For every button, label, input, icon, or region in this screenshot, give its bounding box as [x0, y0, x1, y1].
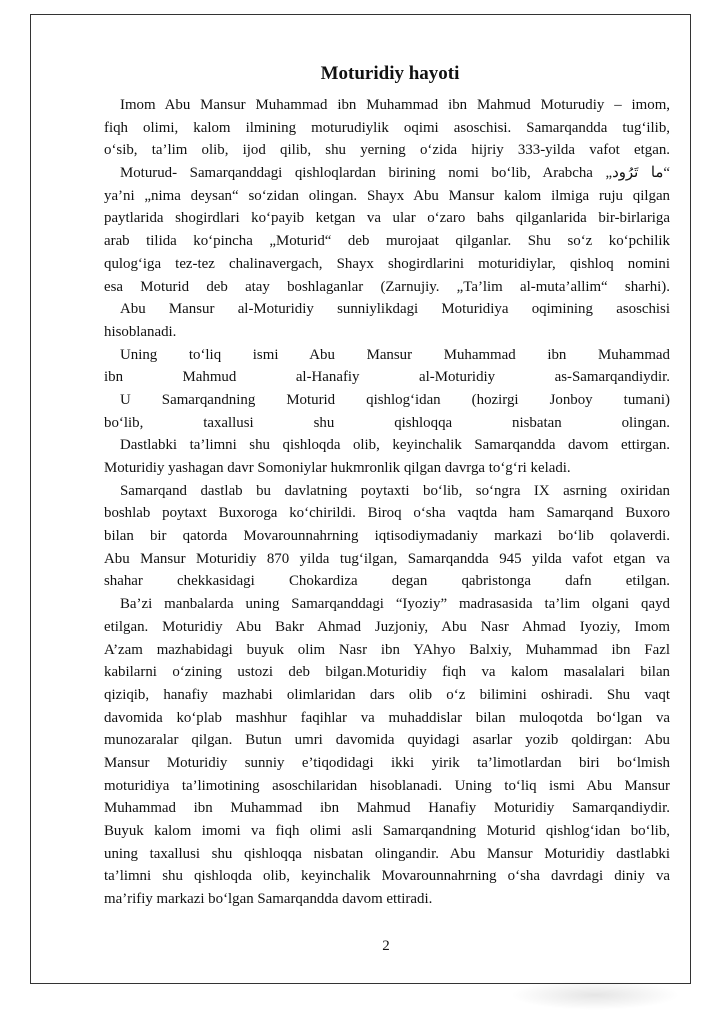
- text-line: Moturidiy yashagan davr Somoniylar hukmronlik qilgan davrga to‘g‘ri keladi.: [104, 460, 571, 476]
- text-line: boshlab poytaxt Buxoroga ko‘chirildi. Biroq o‘sha vaqtda ham Samarqand Buxoro: [104, 505, 670, 522]
- text-line: Muhammad ibn Muhammad ibn Mahmud Hanafiy Moturidiy Samarqandiydir.: [104, 800, 670, 817]
- text-line: Abu Mansur al-Moturidiy sunniylikdagi Moturidiya oqimining asoschisi: [120, 301, 670, 318]
- text-line: moturidiya ta’limotining asoschilaridan hisoblanadi. Uning to‘liq ismi Abu Mansur: [104, 777, 670, 794]
- text-line: Abu Mansur Moturidiy 870 yilda tug‘ilgan, Samarqandda 945 yilda vafot etgan va: [104, 550, 670, 567]
- text-line: kabilarni o‘zining ustozi deb bilgan.Moturidiy fiqh va kalom masalalari bilan: [104, 664, 670, 681]
- page-title: Moturidiy hayoti: [320, 63, 460, 84]
- body-text: [104, 94, 670, 911]
- text-line: Ba’zi manbalarda uning Samarqanddagi “Iyoziy” madrasasida ta’lim olgani qayd: [120, 596, 670, 613]
- text-line: qiziqib, hanafiy mazhabi olimlaridan dars olib o‘z bilimini oshiradi. Shu vaqt: [104, 686, 670, 703]
- scan-shadow: [510, 980, 680, 1010]
- text-line: A’zam mazhabidagi buyuk olim Nasr ibn YAhyo Balxiy, Muhammad ibn Fazl: [104, 641, 670, 658]
- text-line: bo‘lib, taxallusi shu qishloqqa nisbatan olingan.: [104, 414, 670, 431]
- text-line: bilan bir qatorda Movarounnahrning iqtisodiymadaniy markazi bo‘lib qolaverdi.: [104, 528, 670, 545]
- text-line: ma’rifiy markazi bo‘lgan Samarqandda davom ettiradi.: [104, 891, 433, 908]
- text-line: esa Moturid deb atay boshlaganlar (Zarnujiy. „Ta’lim al-muta’allim“ sharhi).: [104, 278, 670, 295]
- text-line: ibn Mahmud al-Hanafiy al-Moturidiy as-Samarqandiydir.: [104, 369, 670, 386]
- text-line: shahar chekkasidagi Chokardiza degan qabristonga dafn etilgan.: [104, 573, 670, 590]
- text-line: ta’limni shu qishloqda olib, keyinchalik Movarounnahrning o‘sha davrdagi diniy va: [104, 868, 670, 885]
- text-line: fiqh olimi, kalom ilmining moturudiylik oqimi asoschisi. Samarqandda tug‘ilib,: [104, 119, 670, 136]
- text-line: hisoblanadi.: [104, 323, 177, 340]
- text-line: etilgan. Moturidiy Abu Bakr Ahmad Juzjoniy, Abu Nasr Ahmad Iyoziy, Imom: [104, 618, 670, 635]
- text-line: qulog‘iga tez-tez chalinavergach, Shayx shogirdlarini moturidiylar, qishloq nomini: [104, 255, 670, 272]
- text-line: o‘sib, ta’lim olib, ijod qilib, shu yerning o‘zida hijriy 333-yilda vafot etgan.: [104, 142, 670, 159]
- text-line: Imom Abu Mansur Muhammad ibn Muhammad ibn Mahmud Moturudiy – imom,: [120, 97, 670, 113]
- text-line: davomida ko‘plab mashhur faqihlar va muhaddislar bilan muloqotda bo‘lgan va: [104, 709, 670, 726]
- text-line: ya’ni „nima deysan“ so‘zidan olingan. Shayx Abu Mansur kalom ilmiga ruju qilgan: [104, 187, 670, 204]
- text-line: Buyuk kalom imomi va fiqh olimi asli Samarqandning Moturid qishlog‘idan bo‘lib,: [104, 823, 670, 839]
- text-line: Mansur Moturidiy sunniy e’tiqodidagi ikki yirik ta’limotlardan biri bo‘lmish: [104, 754, 670, 771]
- text-line: munozaralar qilgan. Butun umri davomida quyidagi asarlar yozib qoldirgan: Abu: [104, 732, 670, 749]
- text-line: Dastlabki ta’limni shu qishloqda olib, keyinchalik Samarqandda davom ettirgan.: [120, 437, 670, 454]
- text-line: arab tilida ko‘pincha „Moturid“ deb murojaat qilganlar. Shu so‘z ko‘pchilik: [104, 233, 670, 250]
- text-line: U Samarqandning Moturid qishlog‘idan (hozirgi Jonboy tumani): [120, 391, 670, 408]
- text-line: Uning to‘liq ismi Abu Mansur Muhammad ibn Muhammad: [120, 346, 670, 363]
- text-line: Moturud- Samarqanddagi qishloqlardan birining nomi bo‘lib, Arabcha „ما تَرُود“: [120, 165, 670, 182]
- page-number: 2: [382, 938, 390, 954]
- text-line: paytlarida shogirdlari ko‘payib ketgan va ular o‘zaro bahs qilganlarida bir-birlariga: [104, 210, 670, 227]
- text-line: Samarqand dastlab bu davlatning poytaxti bo‘lib, so‘ngra IX asrning oxiridan: [120, 482, 670, 499]
- text-line: uning taxallusi shu qishloqqa nisbatan olingandir. Abu Mansur Moturidiy dastlabki: [104, 845, 670, 862]
